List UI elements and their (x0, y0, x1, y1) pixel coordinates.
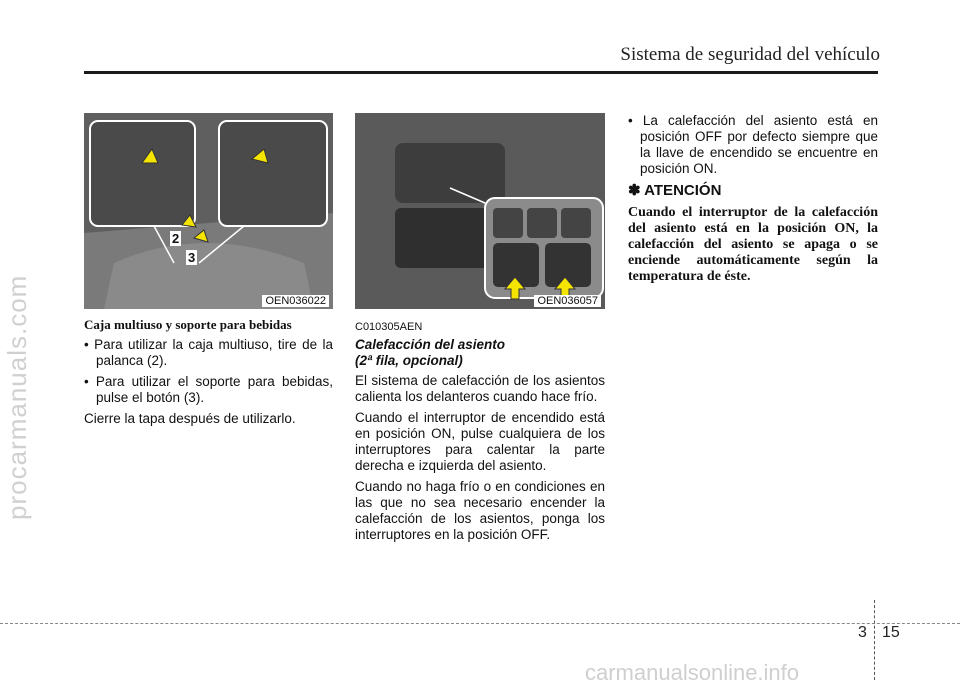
section-title (355, 337, 605, 369)
paragraph: Cuando el interruptor de encendido está en posición ON, pulse cualquiera de los interruptores para calentar la parte derecha e izquierda del asiento. (355, 410, 605, 473)
figure-seat-heater-photo (355, 113, 605, 309)
column-2 (355, 319, 605, 548)
callout-3: 3 (188, 250, 196, 265)
bullet-item: • Para utilizar la caja multiuso, tire de la palanca (2). (84, 337, 333, 368)
column-3 (628, 113, 878, 285)
seat-heater-illustration (355, 113, 605, 309)
page-number-divider (874, 600, 875, 680)
section-title-line2: (2ª fila, opcional) (355, 353, 463, 368)
watermark-bottom: carmanualsonline.info (585, 660, 800, 685)
figure-code: OEN036022 (262, 295, 329, 307)
column-1 (84, 317, 333, 432)
paragraph: El sistema de calefacción de los asientos calienta los delanteros cuando hace frío. (355, 373, 605, 404)
figure-code: OEN036057 (534, 295, 601, 307)
page-section-number: 3 (858, 624, 867, 641)
bullet-item: • La calefacción del asiento está en posición OFF por defecto siempre que la llave de encendido se encuentre en posición ON. (628, 113, 878, 176)
footer-rule (0, 623, 960, 624)
console-illustration (84, 113, 333, 309)
watermark-left: procarmanuals.com (2, 274, 32, 520)
page-header-title: Sistema de seguridad del vehículo (620, 44, 880, 65)
page-number: 15 (882, 624, 900, 641)
figure-caption: Caja multiuso y soporte para bebidas (84, 317, 292, 332)
paragraph: Cierre la tapa después de utilizarlo. (84, 411, 296, 426)
header-rule (84, 71, 878, 74)
section-title-line1: Calefacción del asiento (355, 337, 506, 352)
attention-title: ✽ ATENCIÓN (628, 182, 722, 199)
paragraph: Cuando no haga frío o en condiciones en las que no sea necesario encender la calefacción de los asientos, ponga los interruptores en la posición OFF. (355, 479, 605, 542)
section-code: C010305AEN (355, 321, 423, 333)
attention-body: Cuando el interruptor de la calefacción del asiento está en la posición ON, la calefacción del asiento se apaga o se enciende automáticamente según la temperatura de éste. (628, 205, 878, 284)
bullet-item: • Para utilizar el soporte para bebidas, pulse el botón (3). (84, 374, 333, 405)
figure-console-photo (84, 113, 333, 309)
callout-2: 2 (172, 231, 180, 246)
